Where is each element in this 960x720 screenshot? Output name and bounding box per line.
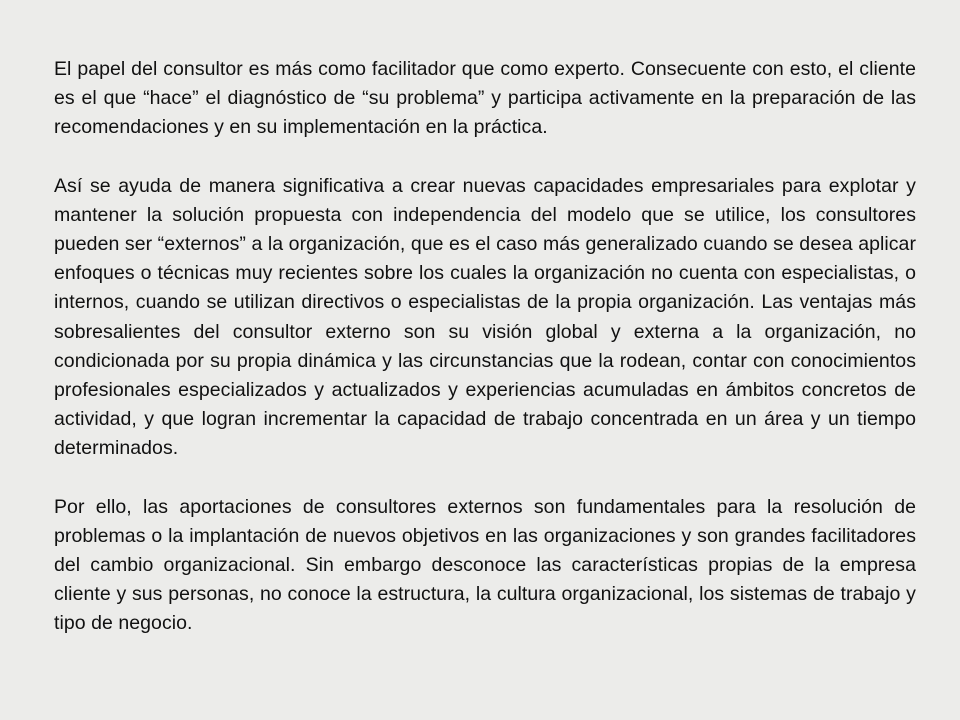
paragraph-external-contributions: Por ello, las aportaciones de consultores externos son fundamentales para la resolución de problemas o la implantación de nuevos objetivos en las organizaciones y son grandes facilitadores del cambio organizacional. Sin embargo desconoce las características propias de la empresa cliente y sus personas, no conoce la estructura, la cultura organizacional, los sistemas de trabajo y tipo de negocio.	[54, 495, 916, 635]
text-body	[54, 55, 916, 639]
paragraph-consultant-types: Así se ayuda de manera significativa a crear nuevas capacidades empresariales para explotar y mantener la solución propuesta con independencia del modelo que se utilice, los consultores pueden ser “externos” a la organización, que es el caso más generalizado cuando se desea aplicar enfoques o técnicas muy recientes sobre los cuales la organización no cuenta con especialistas, o internos, cuando se utilizan directivos o especialistas de la propia organización. Las ventajas más sobresalientes del consultor externo son su visión global y externa a la organización, no condicionada por su propia dinámica y las circunstancias que la rodean, contar con conocimientos profesionales especializados y actualizados y experiencias acumuladas en ámbitos concretos de actividad, y que logran incrementar la capacidad de trabajo concentrada en un área y un tiempo determinados.	[54, 174, 916, 460]
paragraph-consultant-role: El papel del consultor es más como facilitador que como experto. Consecuente con esto, el cliente es el que “hace” el diagnóstico de “su problema” y participa activamente en la preparación de las recomendaciones y en su implementación en la práctica.	[54, 58, 916, 139]
